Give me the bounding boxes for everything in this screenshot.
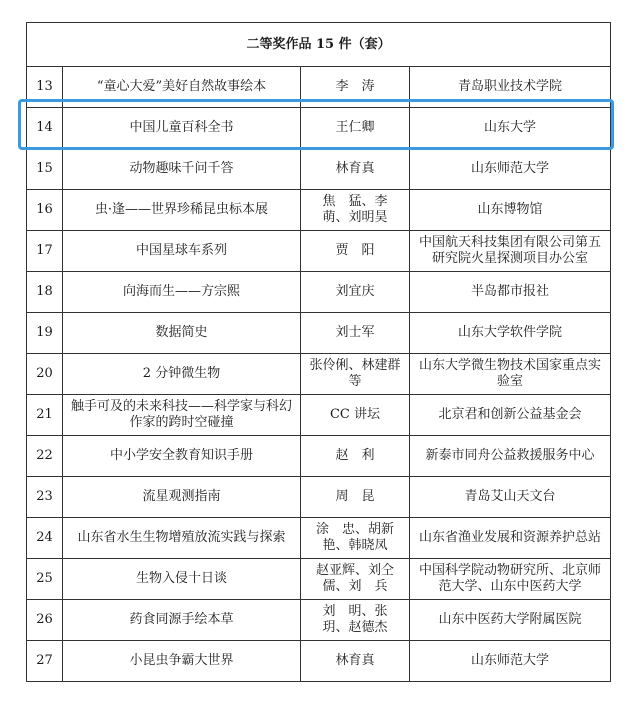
section-header: 二等奖作品 15 件（套） — [27, 23, 611, 67]
work-title: 触手可及的未来科技——科学家与科幻作家的跨时空碰撞 — [63, 395, 301, 436]
authors: 李 涛 — [301, 67, 410, 108]
table-row — [27, 477, 611, 518]
work-title: 中国星球车系列 — [63, 231, 301, 272]
organization: 半岛都市报社 — [410, 272, 611, 313]
authors: CC 讲坛 — [301, 395, 410, 436]
organization: 中国科学院动物研究所、北京师范大学、山东中医药大学 — [410, 559, 611, 600]
table-row — [27, 108, 611, 149]
organization: 新泰市同舟公益救援服务中心 — [410, 436, 611, 477]
organization: 北京君和创新公益基金会 — [410, 395, 611, 436]
row-number: 22 — [27, 436, 63, 477]
row-number: 17 — [27, 231, 63, 272]
row-number: 16 — [27, 190, 63, 231]
work-title: 2 分钟微生物 — [63, 354, 301, 395]
table-row — [27, 600, 611, 641]
work-title: 药食同源手绘本草 — [63, 600, 301, 641]
row-number: 14 — [27, 108, 63, 149]
work-title: 生物入侵十日谈 — [63, 559, 301, 600]
authors: 王仁卿 — [301, 108, 410, 149]
authors: 赵亚辉、刘仝儒、刘 兵 — [301, 559, 410, 600]
table-row — [27, 641, 611, 682]
table-row — [27, 436, 611, 477]
table-row — [27, 559, 611, 600]
award-table — [26, 22, 611, 682]
organization: 山东中医药大学附属医院 — [410, 600, 611, 641]
work-title: 向海而生——方宗熙 — [63, 272, 301, 313]
authors: 赵 利 — [301, 436, 410, 477]
row-number: 15 — [27, 149, 63, 190]
authors: 焦 猛、李 萌、刘明昊 — [301, 190, 410, 231]
organization: 青岛艾山天文台 — [410, 477, 611, 518]
row-number: 23 — [27, 477, 63, 518]
work-title: 数据简史 — [63, 313, 301, 354]
table-row — [27, 518, 611, 559]
organization: 山东博物馆 — [410, 190, 611, 231]
work-title: 小昆虫争霸大世界 — [63, 641, 301, 682]
table-row — [27, 231, 611, 272]
authors: 刘 明、张 玥、赵德杰 — [301, 600, 410, 641]
row-number: 18 — [27, 272, 63, 313]
work-title: 中国儿童百科全书 — [63, 108, 301, 149]
organization: 山东大学微生物技术国家重点实验室 — [410, 354, 611, 395]
table-row — [27, 313, 611, 354]
organization: 中国航天科技集团有限公司第五研究院火星探测项目办公室 — [410, 231, 611, 272]
table-header-row — [27, 23, 611, 67]
row-number: 25 — [27, 559, 63, 600]
table-row — [27, 395, 611, 436]
authors: 刘宜庆 — [301, 272, 410, 313]
table-row — [27, 190, 611, 231]
organization: 山东大学 — [410, 108, 611, 149]
authors: 周 昆 — [301, 477, 410, 518]
table-row — [27, 67, 611, 108]
work-title: “童心大爱”美好自然故事绘本 — [63, 67, 301, 108]
table-row — [27, 354, 611, 395]
row-number: 26 — [27, 600, 63, 641]
authors: 张伶俐、林建群等 — [301, 354, 410, 395]
organization: 山东省渔业发展和资源养护总站 — [410, 518, 611, 559]
work-title: 中小学安全教育知识手册 — [63, 436, 301, 477]
authors: 刘士军 — [301, 313, 410, 354]
authors: 贾 阳 — [301, 231, 410, 272]
authors: 涂 忠、胡新艳、韩晓凤 — [301, 518, 410, 559]
authors: 林育真 — [301, 149, 410, 190]
row-number: 19 — [27, 313, 63, 354]
organization: 山东师范大学 — [410, 641, 611, 682]
row-number: 21 — [27, 395, 63, 436]
work-title: 虫·逢——世界珍稀昆虫标本展 — [63, 190, 301, 231]
work-title: 山东省水生生物增殖放流实践与探索 — [63, 518, 301, 559]
organization: 青岛职业技术学院 — [410, 67, 611, 108]
organization: 山东师范大学 — [410, 149, 611, 190]
row-number: 13 — [27, 67, 63, 108]
work-title: 动物趣味千问千答 — [63, 149, 301, 190]
table-row — [27, 272, 611, 313]
row-number: 27 — [27, 641, 63, 682]
table-row — [27, 149, 611, 190]
work-title: 流星观测指南 — [63, 477, 301, 518]
organization: 山东大学软件学院 — [410, 313, 611, 354]
row-number: 20 — [27, 354, 63, 395]
authors: 林育真 — [301, 641, 410, 682]
row-number: 24 — [27, 518, 63, 559]
